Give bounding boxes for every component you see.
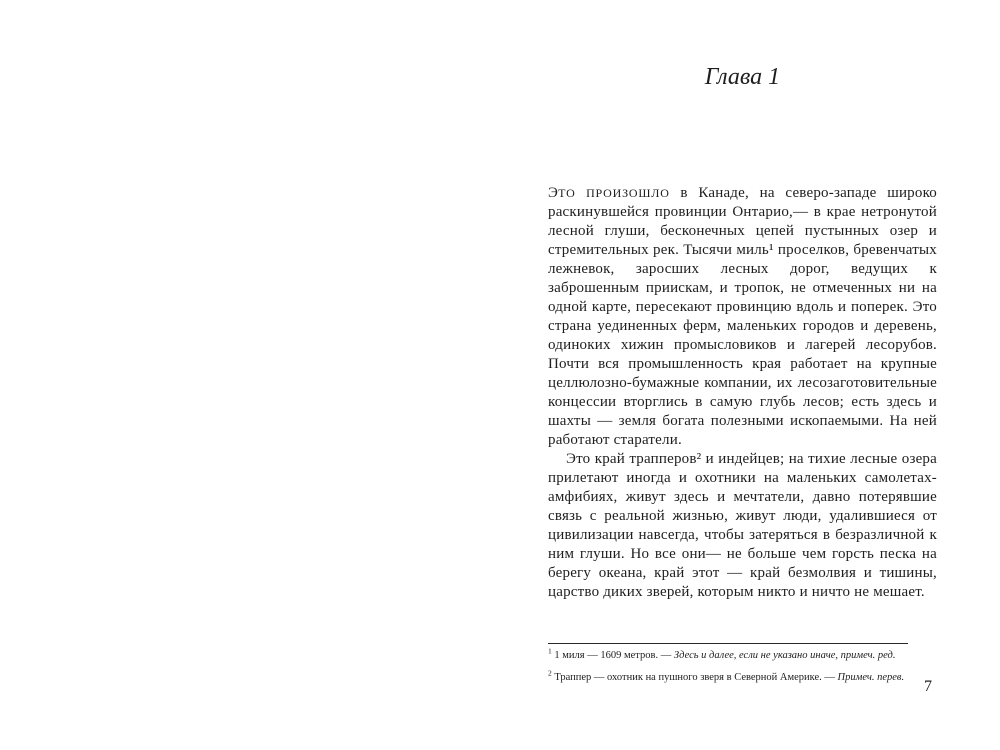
footnote-2-marker: 2 [548, 668, 552, 678]
paragraph-1 [548, 184, 937, 450]
footnote-2 [548, 668, 937, 684]
text-column [548, 0, 937, 750]
paragraph-1-text: в Канаде, на северо-западе широко раскинувшейся провинции Онтарио,— в крае нетронутой лесной глуши, бесконечных цепей пустынных озер и стремительных рек. Тысячи миль¹ проселков, бревенчатых лежневок, заросших лесных дорог, ведущих к заброшенным приискам, и тропок, не отмеченных ни на одной карте, пересекают провинцию вдоль и поперек. Это страна уединенных ферм, маленьких городов и деревень, одиноких хижин промысловиков и лагерей лесорубов. Почти вся промышленность края работает на крупные целлюлозно-бумажные компании, их лесозаготовительные концессии вторглись в самую глубь лесов; есть здесь и шахты — земля богата полезными ископаемыми. На ней работают старатели. [548, 185, 937, 448]
paragraph-2: Это край трапперов² и индейцев; на тихие лесные озера прилетают иногда и охотники на маленьких самолетах-амфибиях, живут здесь и мечтатели, давно потерявшие связь с реальной жизнью, живут люди, удалившиеся от цивилизации навсегда, чтобы затеряться в безразличной к ним глуши. Но все они— не больше чем горсть песка на берегу океана, край этот — край безмолвия и тишины, царство диких зверей, которым никто и ничто не мешает. [548, 451, 937, 600]
lead-small-caps: ТО ПРОИЗОШЛО [558, 186, 670, 200]
footnotes-section [548, 643, 937, 693]
footnote-1 [548, 646, 937, 662]
footnote-1-note-italic: Здесь и далее, если не указано иначе, примеч. ред. [673, 650, 896, 661]
lead-initial-letter: Э [548, 185, 559, 201]
footnote-1-text: 1 миля — 1609 метров. — [554, 650, 672, 661]
footnote-2-text: Траппер — охотник на пушного зверя в Северной Америке. — [554, 672, 835, 683]
chapter-title: Глава 1 [704, 64, 781, 90]
footnote-1-marker: 1 [548, 646, 552, 656]
footnote-2-note-italic: Примеч. перев. [837, 672, 905, 683]
footnote-separator-rule [548, 643, 908, 644]
page-number: 7 [924, 678, 932, 695]
body-text [548, 184, 937, 602]
